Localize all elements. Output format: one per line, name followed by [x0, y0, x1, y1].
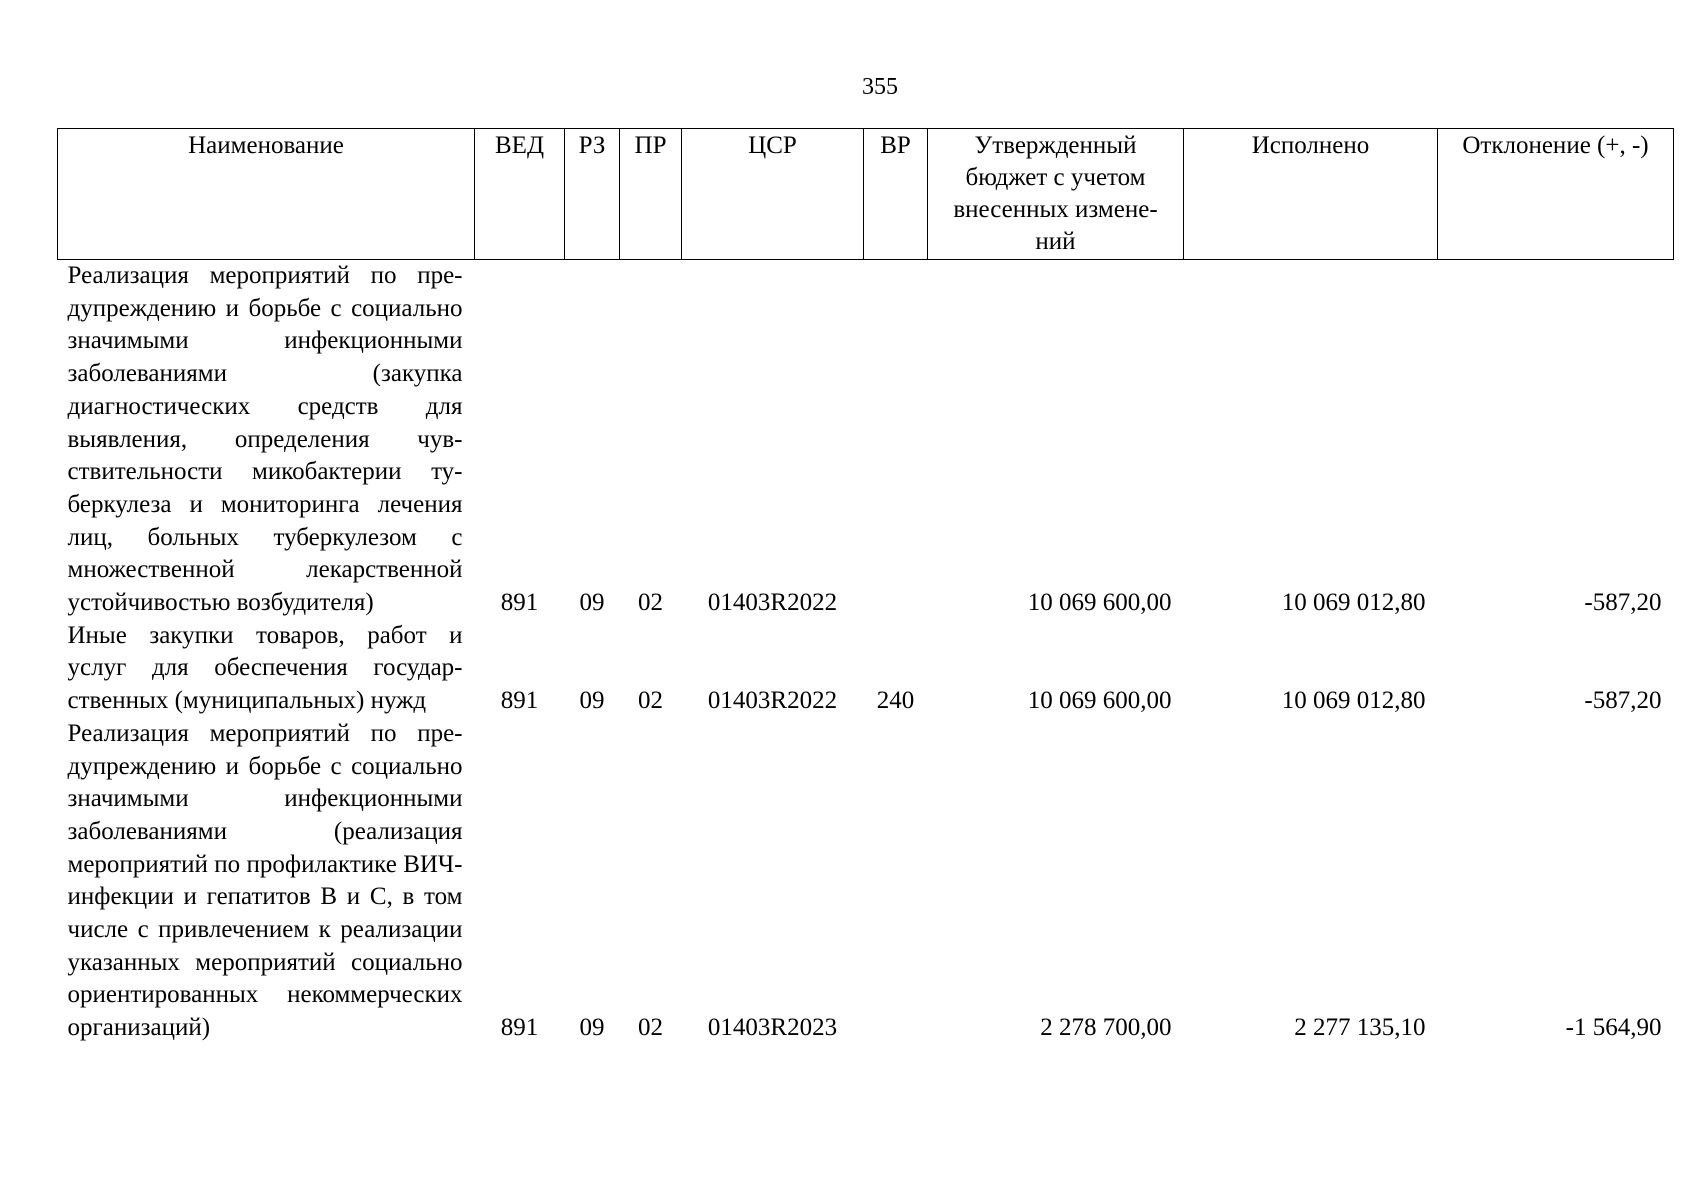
- row-rz: 09: [579, 589, 605, 617]
- row-pr: 02: [638, 687, 663, 715]
- row-vr: [864, 718, 928, 1045]
- header-vr: ВР: [864, 129, 928, 260]
- table-header: [58, 129, 1674, 260]
- row-csr: 01403R2023: [707, 1014, 838, 1042]
- header-name: Наименование: [58, 129, 475, 260]
- row-rz: 09: [579, 687, 605, 715]
- row-csr: 01403R2022: [707, 589, 838, 617]
- table-row: [58, 620, 1674, 718]
- header-pr: ПР: [620, 129, 682, 260]
- row-approved: 2 278 700,00: [1040, 1014, 1172, 1042]
- row-approved: 10 069 600,00: [1027, 687, 1172, 715]
- header-executed: Исполнено: [1184, 129, 1438, 260]
- header-row: [58, 129, 1674, 260]
- row-pr: 02: [638, 589, 663, 617]
- table-row: [58, 260, 1674, 620]
- row-approved: 10 069 600,00: [1027, 589, 1172, 617]
- table-body: [58, 260, 1674, 1045]
- header-rz: РЗ: [565, 129, 620, 260]
- row-ved: 891: [500, 589, 539, 617]
- row-name: Реализация мероприятий по предупреждению и борьбе с социально значимыми инфекционными заболеваниями (закупка диагностических средств для выявления, определения чувствительности микобактерии туберкулеза и мониторинга лечения лиц, больных туберкулезом с множественной лекарственной устойчивостью возбудителя): [67, 262, 463, 617]
- row-rz: 09: [579, 1014, 605, 1042]
- row-vr: 240: [876, 687, 915, 715]
- header-approved: Утвержденный бюджет с учетом внесенных измене-ний: [928, 129, 1184, 260]
- row-ved: 891: [500, 687, 539, 715]
- budget-table: [57, 128, 1674, 1045]
- row-deviation: -587,20: [1584, 687, 1662, 715]
- row-ved: 891: [500, 1014, 539, 1042]
- header-csr: ЦСР: [682, 129, 864, 260]
- row-deviation: -1 564,90: [1565, 1014, 1662, 1042]
- header-deviation: Отклонение (+, -): [1438, 129, 1674, 260]
- row-executed: 2 277 135,10: [1294, 1014, 1426, 1042]
- table-row: [58, 718, 1674, 1045]
- row-pr: 02: [638, 1014, 663, 1042]
- row-executed: 10 069 012,80: [1281, 687, 1426, 715]
- header-ved: ВЕД: [475, 129, 565, 260]
- page-number: 355: [862, 74, 898, 100]
- row-executed: 10 069 012,80: [1281, 589, 1426, 617]
- row-vr: [864, 260, 928, 620]
- row-deviation: -587,20: [1584, 589, 1662, 617]
- row-name: Иные закупки товаров, работ и услуг для обеспечения государственных (муниципальных) нужд: [67, 621, 463, 715]
- row-name: Реализация мероприятий по предупреждению и борьбе с социально значимыми инфекционными заболеваниями (реализация мероприятий по профилактике ВИЧ-инфекции и гепатитов В и С, в том числе с привлечением к реализации указанных мероприятий социально ориентированных некоммерческих организаций): [67, 719, 463, 1042]
- row-csr: 01403R2022: [707, 687, 838, 715]
